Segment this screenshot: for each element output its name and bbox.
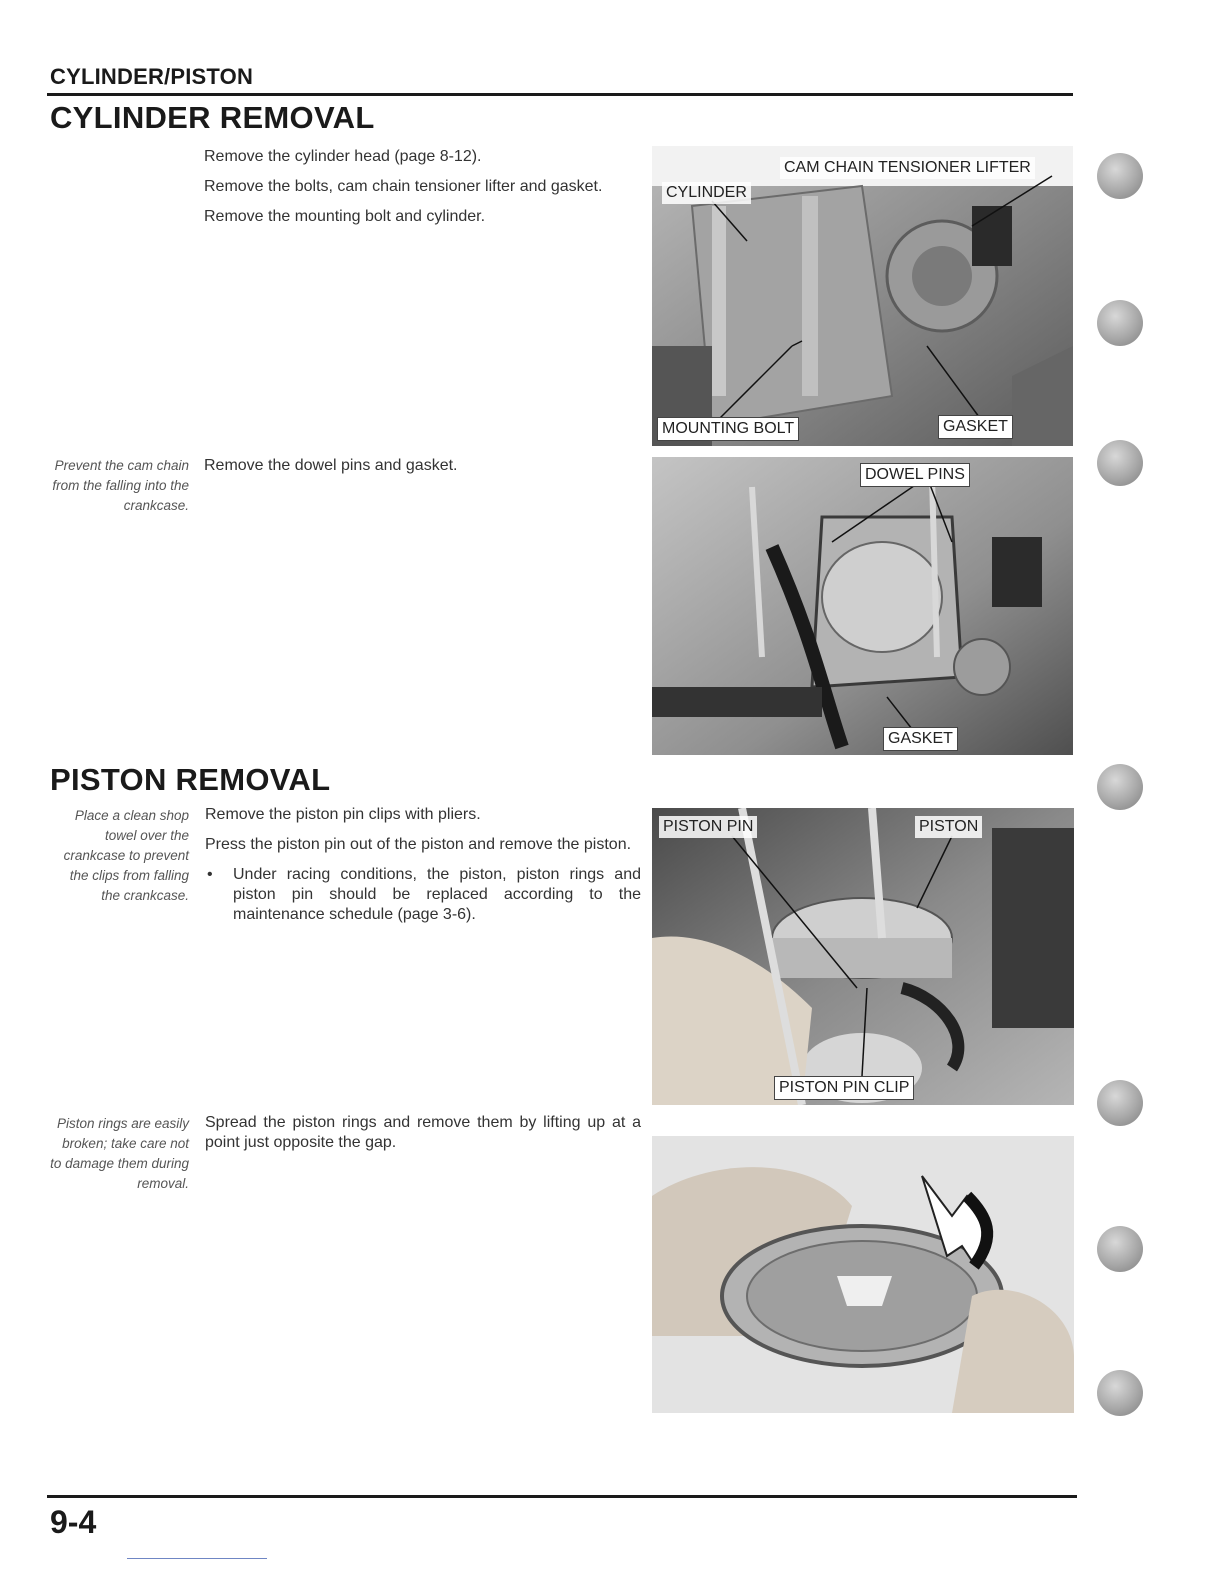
- label-cylinder: CYLINDER: [662, 182, 751, 204]
- page-number: 9-4: [50, 1504, 97, 1540]
- binder-hole: [1097, 1370, 1143, 1416]
- footer-mark: [127, 1558, 267, 1559]
- cylinder-photo: [652, 146, 1073, 446]
- racing-bullet: [205, 865, 641, 925]
- label-cam-chain-tensioner-lifter: CAM CHAIN TENSIONER LIFTER: [780, 157, 1035, 179]
- step-remove-dowel-pins: Remove the dowel pins and gasket.: [204, 457, 458, 474]
- label-mounting-bolt: MOUNTING BOLT: [657, 417, 799, 441]
- piston-removal-steps: [205, 805, 641, 925]
- label-piston: PISTON: [915, 816, 982, 838]
- note-shop-towel: Place a clean shop towel over the crankcase to prevent the clips from falling the crankcase.: [63, 808, 189, 903]
- section-header: CYLINDER/PISTON: [50, 64, 254, 89]
- header-rule: [47, 93, 1073, 96]
- label-piston-pin-clip: PISTON PIN CLIP: [774, 1076, 914, 1100]
- cylinder-removal-steps: [204, 147, 640, 237]
- racing-bullet-text: Under racing conditions, the piston, piston rings and piston pin should be replaced according to the maintenance schedule (page 3-6).: [233, 866, 641, 923]
- label-piston-pin: PISTON PIN: [659, 816, 757, 838]
- label-dowel-pins: DOWEL PINS: [860, 463, 970, 487]
- label-gasket-1: GASKET: [938, 415, 1013, 439]
- footer-rule: [47, 1495, 1077, 1498]
- step-remove-head: Remove the cylinder head (page 8-12).: [204, 148, 482, 165]
- cylinder-removal-title: CYLINDER REMOVAL: [50, 100, 375, 135]
- binder-hole: [1097, 440, 1143, 486]
- piston-pin-photo: [652, 808, 1074, 1105]
- step-spread-rings: Spread the piston rings and remove them by lifting up at a point just opposite the gap.: [205, 1114, 641, 1151]
- label-gasket-2: GASKET: [883, 727, 958, 751]
- note-cam-chain: Prevent the cam chain from the falling into the crankcase.: [52, 458, 189, 513]
- binder-hole: [1097, 300, 1143, 346]
- binder-hole: [1097, 764, 1143, 810]
- step-remove-cylinder: Remove the mounting bolt and cylinder.: [204, 208, 486, 225]
- step-remove-bolts: Remove the bolts, cam chain tensioner lifter and gasket.: [204, 178, 603, 195]
- note-piston-rings: Piston rings are easily broken; take care not to damage them during removal.: [50, 1116, 189, 1191]
- piston-ring-photo: [652, 1136, 1074, 1413]
- binder-hole: [1097, 1080, 1143, 1126]
- binder-hole: [1097, 153, 1143, 199]
- step-press-pin: Press the piston pin out of the piston and remove the piston.: [205, 836, 632, 853]
- piston-removal-title: PISTON REMOVAL: [50, 762, 331, 797]
- step-remove-clips: Remove the piston pin clips with pliers.: [205, 806, 481, 823]
- binder-hole: [1097, 1226, 1143, 1272]
- dowel-pins-photo: [652, 457, 1073, 755]
- bullet-dot: •: [207, 866, 213, 883]
